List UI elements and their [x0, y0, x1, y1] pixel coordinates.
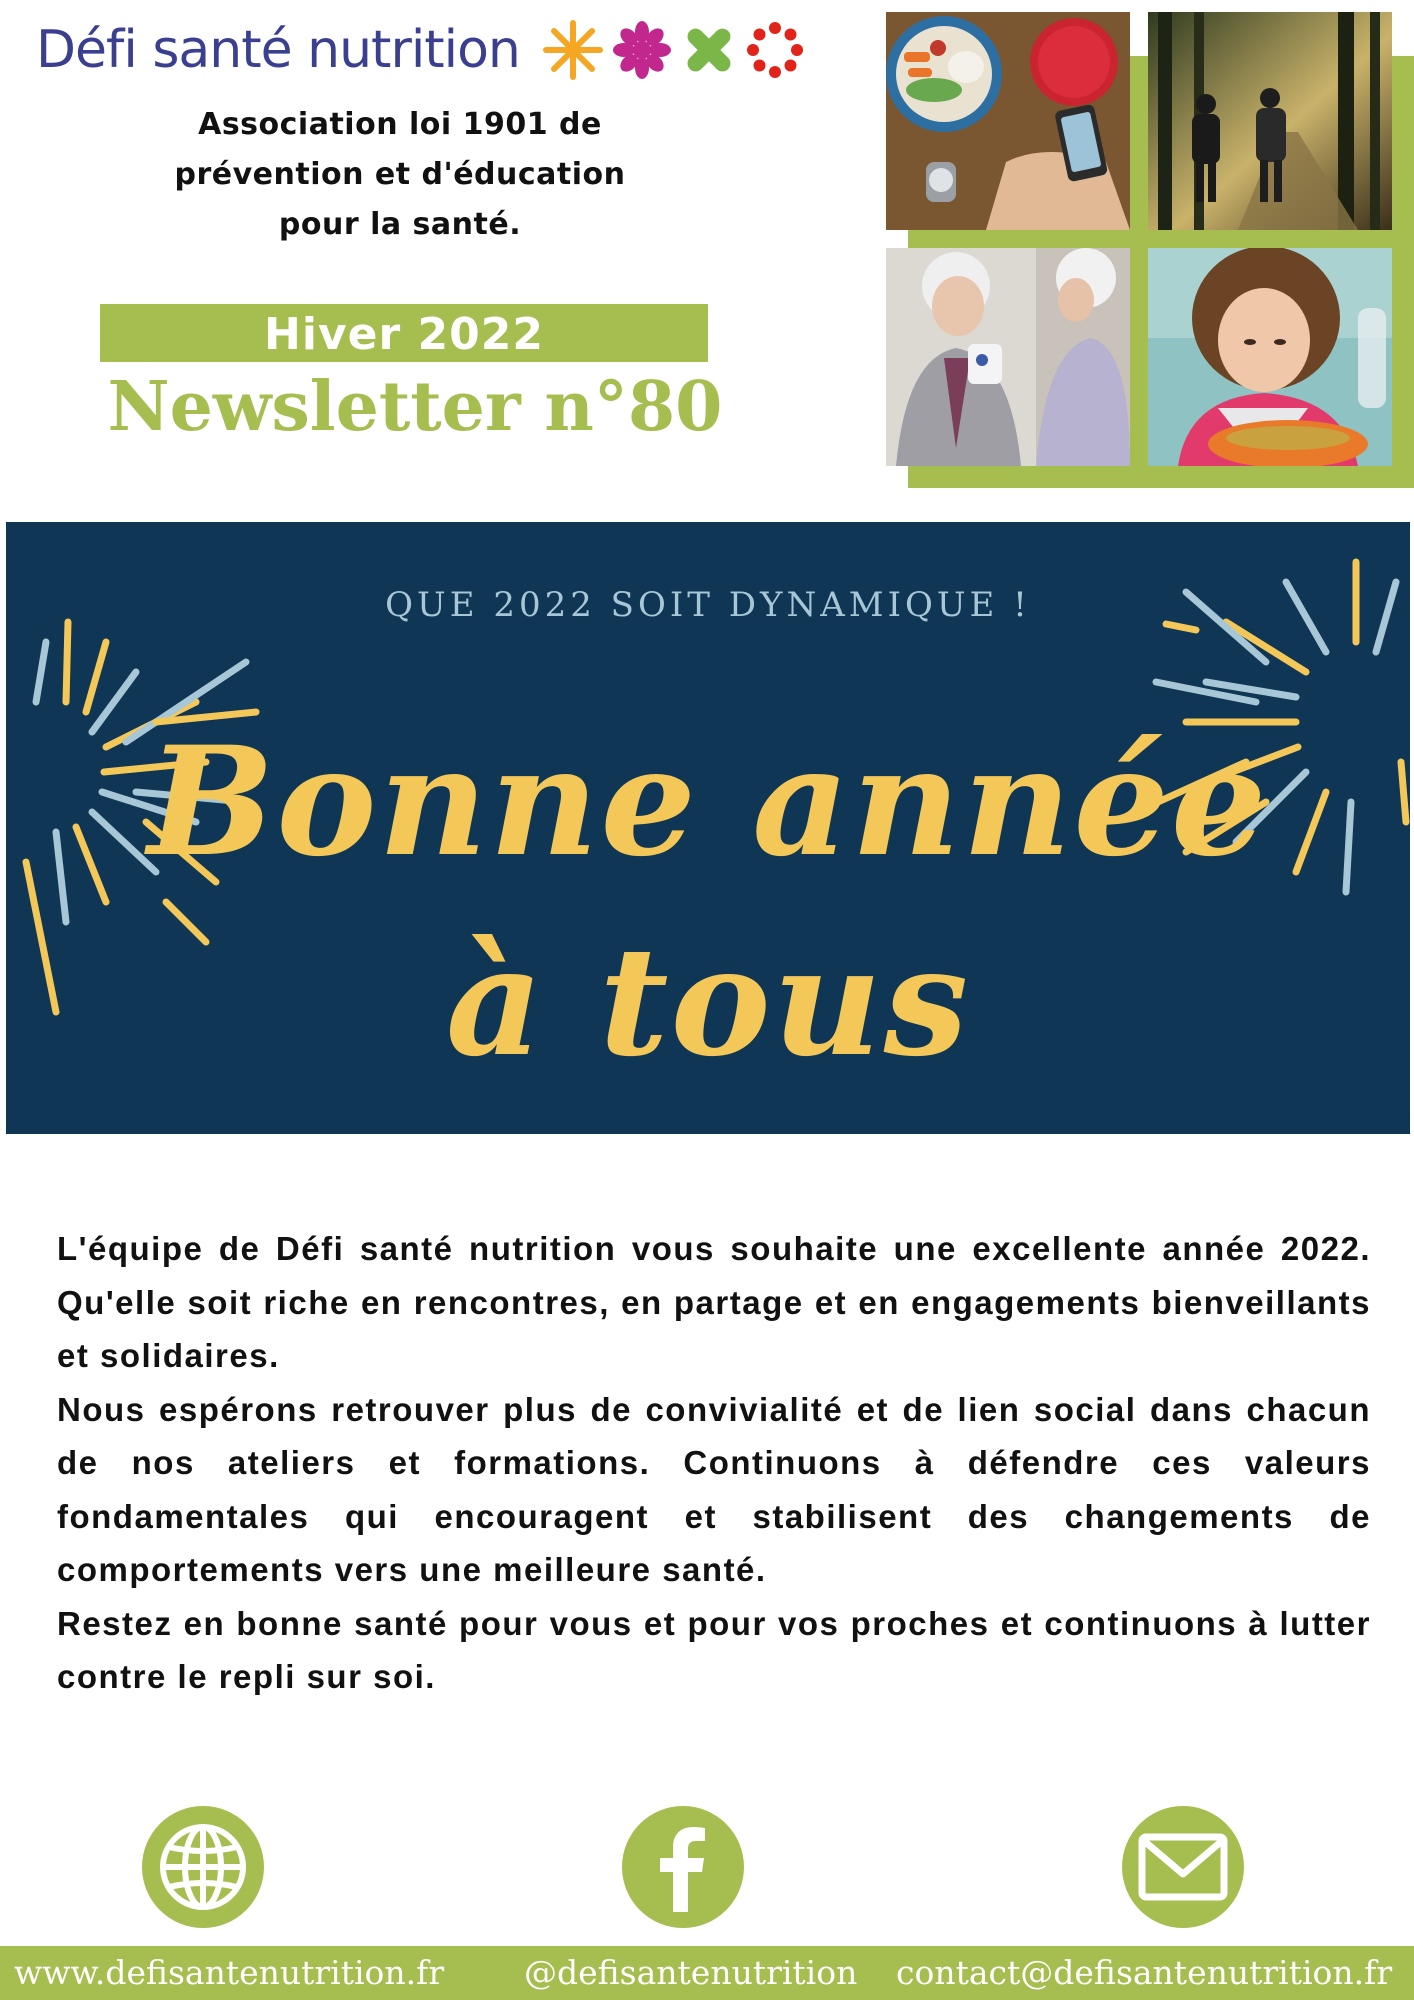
orange-star-icon — [542, 19, 604, 81]
photo-healthy-meal — [886, 12, 1130, 230]
magenta-flower-icon — [612, 20, 672, 80]
message-paragraph: Restez en bonne santé pour vous et pour vos proches et continuons à lutter contre le repli sur soi. — [57, 1604, 1371, 1695]
facebook-icon — [648, 1822, 718, 1912]
email-icon-button[interactable] — [1122, 1806, 1244, 1928]
logo — [36, 14, 804, 86]
association-line: pour la santé. — [278, 207, 522, 242]
photo-seniors-tea — [886, 248, 1130, 466]
message-paragraph: L'équipe de Défi santé nutrition vous souhaite une excellente année 2022. Qu'elle soit riche en rencontres, en partage et en engagements bienveillants et solidaires. — [57, 1230, 1371, 1374]
logo-text: Défi santé nutrition — [36, 20, 520, 80]
facebook-icon-button[interactable] — [622, 1806, 744, 1928]
association-description — [110, 100, 690, 250]
banner-subtitle: QUE 2022 SOIT DYNAMIQUE ! — [385, 585, 1031, 625]
message-body — [57, 1222, 1371, 1704]
footer-email-link[interactable]: contact@defisantenutrition.fr — [896, 1953, 1393, 1992]
association-line: Association loi 1901 de — [198, 107, 602, 142]
message-paragraph: Nous espérons retrouver plus de convivialité et de lien social dans chacun de nos ateliers et formations. Continuons à défendre ces valeurs fondamentales qui encouragent et stabilisent des changements de comportements vers une meilleure santé. — [57, 1390, 1371, 1588]
red-dots-ring-icon — [746, 21, 804, 79]
photo-child-eating — [1148, 248, 1392, 466]
photo-forest-walk — [1148, 12, 1392, 230]
season-label: Hiver 2022 — [100, 304, 708, 362]
envelope-icon — [1137, 1832, 1229, 1902]
newsletter-title: Newsletter n°80 — [107, 367, 723, 447]
footer-facebook-link[interactable]: @defisantenutrition — [524, 1953, 858, 1992]
new-year-banner — [6, 522, 1410, 1134]
association-line: prévention et d'éducation — [174, 157, 626, 192]
banner-greeting — [6, 702, 1410, 1102]
footer-contact-bar — [0, 1946, 1414, 2000]
footer-website-link[interactable]: www.defisantenutrition.fr — [14, 1953, 445, 1992]
green-cross-icon — [680, 21, 738, 79]
website-icon-button[interactable] — [142, 1806, 264, 1928]
globe-icon — [157, 1821, 249, 1913]
banner-greeting-line: Bonne année — [147, 714, 1269, 890]
logo-marks — [542, 19, 804, 81]
banner-greeting-line: à tous — [445, 914, 971, 1090]
